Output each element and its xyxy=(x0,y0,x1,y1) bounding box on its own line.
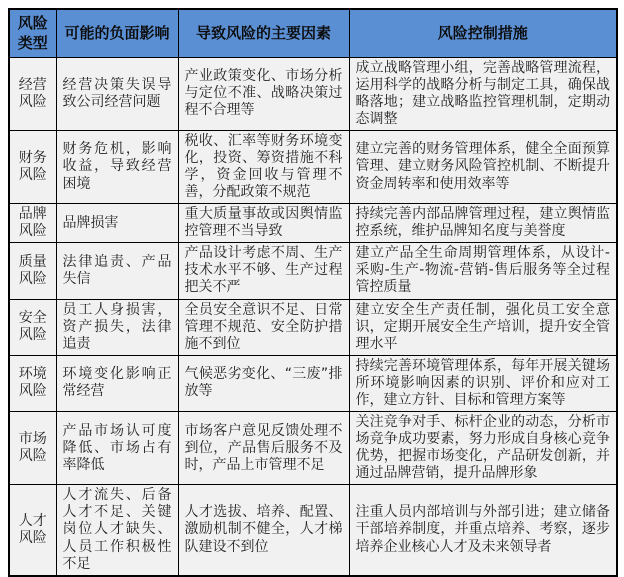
impact-cell: 产品市场认可度降低、市场占有率降低 xyxy=(56,411,178,484)
factors-cell: 税收、汇率等财务环境变化，投资、筹资措施不科学，资金回收与管理不善，分配政策不规范 xyxy=(178,130,349,203)
factors-cell: 市场客户意见反馈处理不到位，产品售后服务不及时，产品上市管理不足 xyxy=(178,411,349,484)
factors-cell: 产品设计考虑不周、生产技术水平不够、生产过程把关不严 xyxy=(178,243,349,299)
table-row xyxy=(9,485,617,576)
impact-cell: 环境变化影响正常经营 xyxy=(56,355,178,411)
header-row xyxy=(9,9,617,57)
risk-type-cell: 人才风险 xyxy=(9,485,56,576)
risk-type-cell: 质量风险 xyxy=(9,243,56,299)
measures-cell: 注重人员内部培训与外部引进；建立储备干部培养制度，并重点培养、考察，逐步培养企业核心人才及未来领导者 xyxy=(349,485,617,576)
measures-cell: 建立产品全生命周期管理体系，从设计-采购-生产-物流-营销-售后服务等全过程管控质量 xyxy=(349,243,617,299)
risk-type-cell: 环境风险 xyxy=(9,355,56,411)
impact-cell: 经营决策失误导致公司经营问题 xyxy=(56,57,178,130)
table-row xyxy=(9,130,617,203)
col-header-main-factors: 导致风险的主要因素 xyxy=(178,9,349,57)
risk-type-cell: 市场风险 xyxy=(9,411,56,484)
table-row xyxy=(9,299,617,355)
measures-cell: 持续完善内部品牌管理过程，建立舆情监控系统，维护品牌知名度与美誉度 xyxy=(349,204,617,243)
col-header-negative-impact: 可能的负面影响 xyxy=(56,9,178,57)
risk-type-cell: 品牌风险 xyxy=(9,204,56,243)
risk-type-cell: 经营风险 xyxy=(9,57,56,130)
measures-cell: 建立完善的财务管理体系，健全全面预算管理、建立财务风险管控机制、不断提升资金周转率和使用效率等 xyxy=(349,130,617,203)
measures-cell: 关注竞争对手、标杆企业的动态，分析市场竞争成功要素，努力形成自身核心竞争优势，把握市场变化，产品研发创新，并通过品牌营销，提升品牌形象 xyxy=(349,411,617,484)
table-row xyxy=(9,243,617,299)
impact-cell: 人才流失、后备人才不足、关键岗位人才缺失、人员工作积极性不足 xyxy=(56,485,178,576)
risk-table xyxy=(8,8,618,577)
factors-cell: 全员安全意识不足、日常管理不规范、安全防护措施不到位 xyxy=(178,299,349,355)
impact-cell: 法律追责、产品失信 xyxy=(56,243,178,299)
risk-type-cell: 安全风险 xyxy=(9,299,56,355)
col-header-risk-type: 风险类型 xyxy=(9,9,56,57)
factors-cell: 重大质量事故或因舆情监控管理不当导致 xyxy=(178,204,349,243)
factors-cell: 产业政策变化、市场分析与定位不准、战略决策过程不合理等 xyxy=(178,57,349,130)
impact-cell: 财务危机，影响收益，导致经营困境 xyxy=(56,130,178,203)
table-row xyxy=(9,411,617,484)
table-row xyxy=(9,57,617,130)
factors-cell: 人才选拔、培养、配置、激励机制不健全，人才梯队建设不到位 xyxy=(178,485,349,576)
risk-type-cell: 财务风险 xyxy=(9,130,56,203)
factors-cell: 气候恶劣变化、“三废”排放等 xyxy=(178,355,349,411)
col-header-control-measures: 风险控制措施 xyxy=(349,9,617,57)
measures-cell: 建立安全生产责任制，强化员工安全意识，定期开展安全生产培训，提升安全管理水平 xyxy=(349,299,617,355)
impact-cell: 品牌损害 xyxy=(56,204,178,243)
table-row xyxy=(9,355,617,411)
table-row xyxy=(9,204,617,243)
measures-cell: 持续完善环境管理体系，每年开展关键场所环境影响因素的识别、评价和应对工作，建立方针、目标和管理方案等 xyxy=(349,355,617,411)
measures-cell: 成立战略管理小组，完善战略管理流程，运用科学的战略分析与制定工具，确保战略落地；建立战略监控管理机制，定期动态调整 xyxy=(349,57,617,130)
impact-cell: 员工人身损害，资产损失，法律追责 xyxy=(56,299,178,355)
